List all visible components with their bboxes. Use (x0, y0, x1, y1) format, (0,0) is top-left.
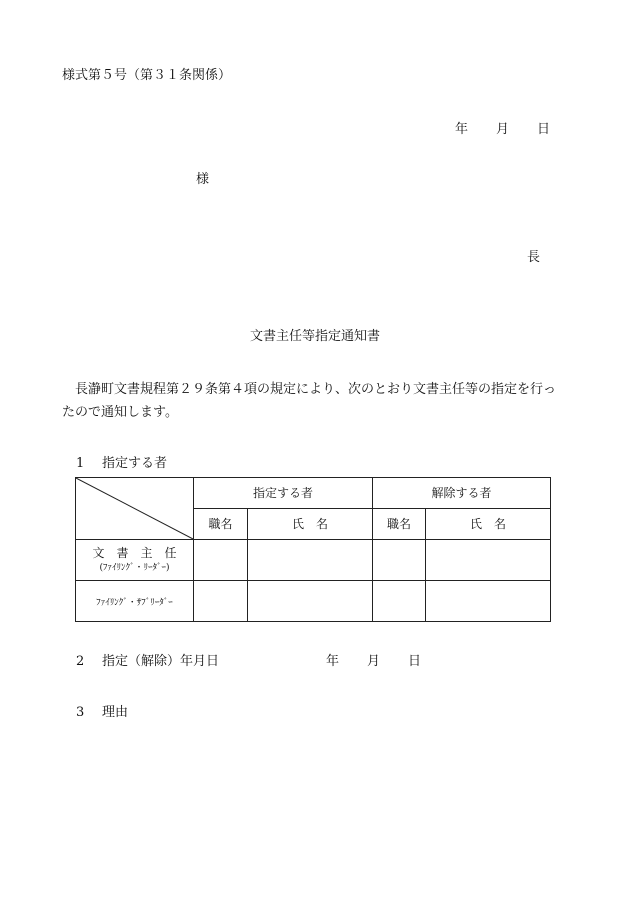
section-2-day: 日 (408, 654, 422, 669)
section-1-label: 指定する者 (102, 456, 168, 471)
col-release-name: 氏 名 (426, 509, 551, 540)
cell-empty (426, 540, 551, 581)
cell-empty (248, 540, 373, 581)
section-2-month: 月 (367, 654, 381, 669)
row1-sublabel: (ﾌｧｲﾘﾝｸﾞ・ﾘｰﾀﾞｰ) (99, 562, 170, 573)
col-designate-post: 職名 (194, 509, 248, 540)
cell-empty (426, 581, 551, 622)
sender-title: 長 (527, 250, 541, 265)
diagonal-line (76, 478, 193, 539)
body-paragraph: 長瀞町文書規程第２９条第４項の規定により、次のとおり文書主任等の指定を行ったので通知します。 (62, 382, 557, 420)
form-number: 様式第５号（第３１条関係） (62, 68, 232, 83)
date-month-label: 月 (495, 122, 509, 137)
section-3-number: 3 (76, 705, 85, 720)
section-2-label: 指定（解除）年月日 (102, 654, 220, 669)
cell-empty (248, 581, 373, 622)
cell-empty (194, 581, 248, 622)
table-row (76, 581, 551, 622)
table-row (76, 540, 551, 581)
cell-empty (373, 540, 426, 581)
section-3-label: 理由 (102, 705, 129, 720)
diagonal-corner-cell (76, 478, 194, 540)
row2-label: ﾌｧｲﾘﾝｸﾞ・ｻﾌﾞﾘｰﾀﾞｰ (96, 597, 173, 608)
document-title: 文書主任等指定通知書 (249, 329, 380, 344)
issue-date (455, 122, 550, 138)
row1-label: 文 書 主 任 (92, 546, 177, 561)
cell-empty (373, 581, 426, 622)
row-label-filing-subleader (76, 581, 194, 622)
section-2-date (326, 654, 421, 670)
date-day-label: 日 (536, 122, 550, 137)
section-2-number: 2 (76, 654, 85, 669)
cell-empty (194, 540, 248, 581)
col-designate-name: 氏 名 (248, 509, 373, 540)
row-label-document-manager (76, 540, 194, 581)
section-2-year: 年 (326, 654, 340, 669)
section-3-heading (76, 705, 128, 721)
date-year-label: 年 (454, 122, 468, 137)
col-release-post: 職名 (373, 509, 426, 540)
addressee-suffix: 様 (196, 172, 210, 187)
designation-table (75, 477, 551, 622)
section-2-heading (76, 654, 422, 670)
section-1-number: 1 (76, 456, 85, 471)
header-designate: 指定する者 (194, 478, 373, 509)
header-release: 解除する者 (373, 478, 551, 509)
section-1-heading (76, 456, 167, 472)
